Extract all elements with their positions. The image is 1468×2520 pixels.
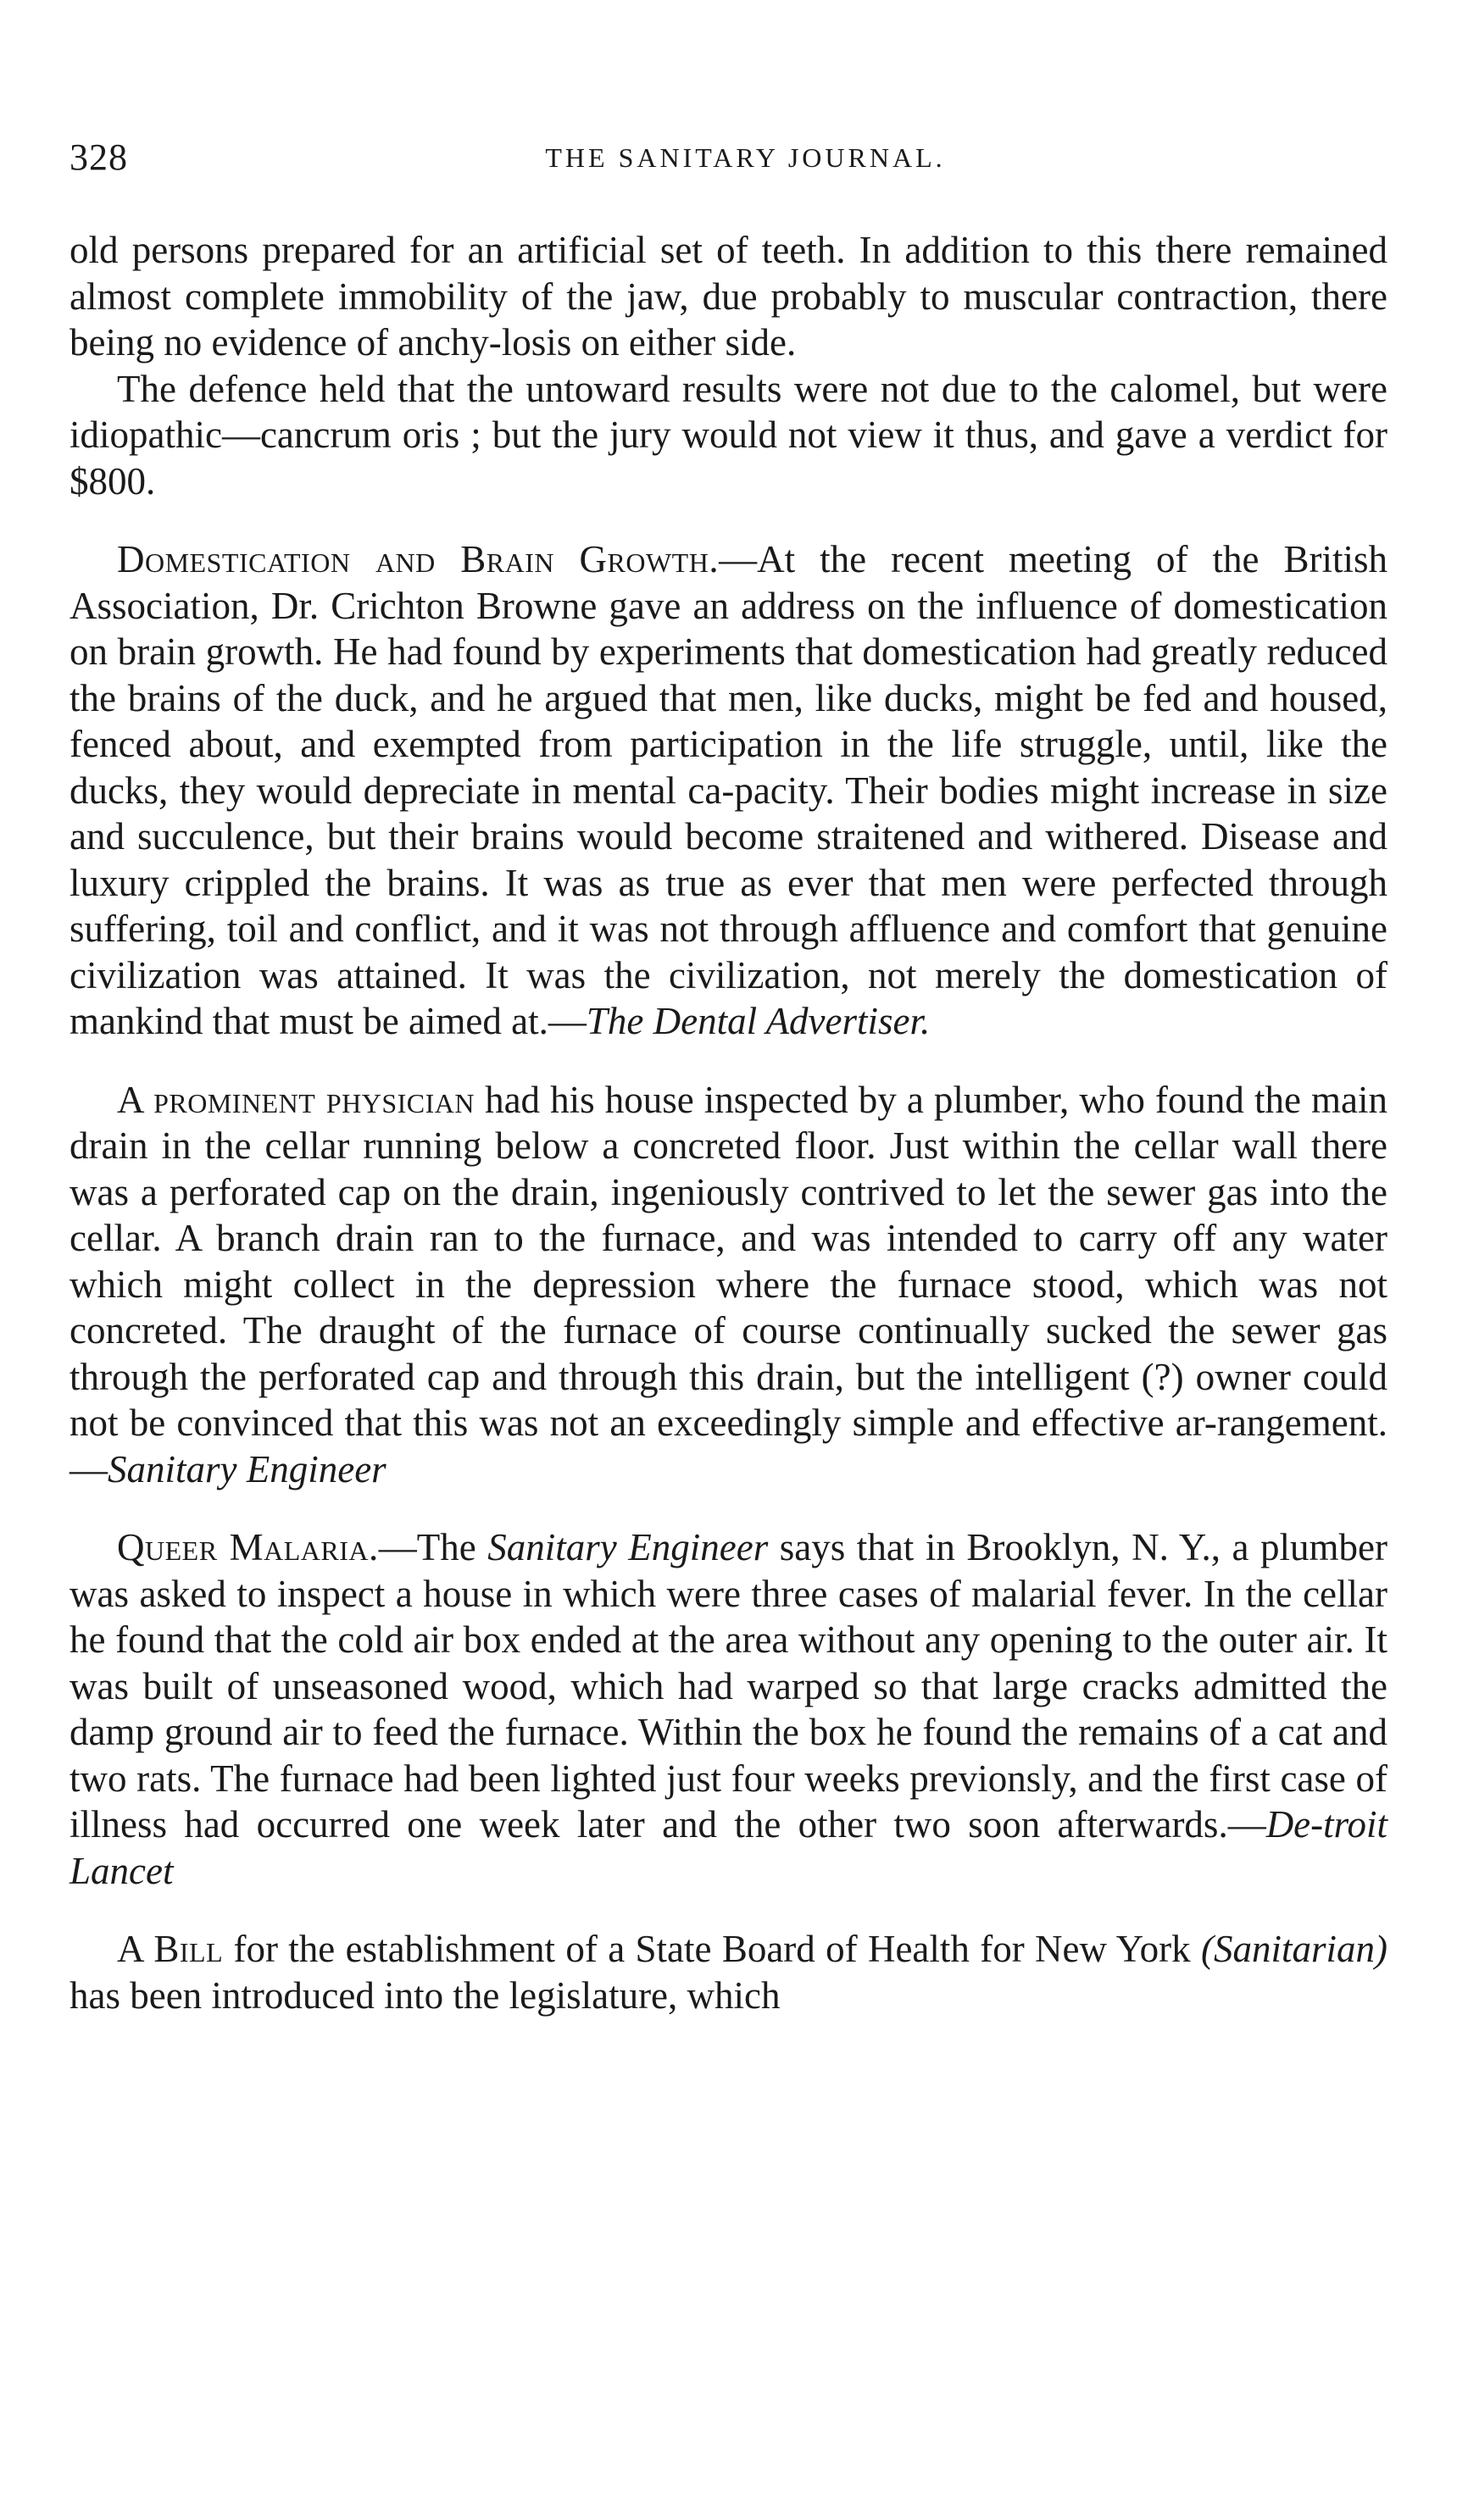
article-heading: Domestication and Brain Growth. xyxy=(117,538,720,580)
paragraph-domestication xyxy=(70,536,1387,1045)
inline-citation: Sanitary Engineer xyxy=(487,1526,769,1568)
paragraph-text: for the establishment of a State Board of Health for New York xyxy=(223,1928,1202,1970)
article-heading: A prominent physician xyxy=(117,1078,475,1121)
paragraph-defence xyxy=(70,366,1387,505)
paragraph-text: —At the recent meeting of the British Association, Dr. Crichton Browne gave an address on the influence of domestication on brain growth. He had found by experiments that domestication had greatly reduced the brains of the duck, and he argued that men, like ducks, might be fed and housed, fenced about, and exempted from participation in the life struggle, until, like the ducks, they would depreciate in mental ca-pacity. Their bodies might increase in size and succulence, but their brains would become straitened and withered. Disease and luxury crippled the brains. It was as true as ever that men were perfected through suffering, toil and conflict, and it was not through affluence and comfort that genuine civilization was attained. It was the civilization, not merely the domestication of mankind that must be aimed at.— xyxy=(70,538,1387,1042)
paragraph-state-board xyxy=(70,1926,1387,2018)
paragraph-queer-malaria xyxy=(70,1524,1387,1894)
paragraph-text: has been introduced into the legislature, which xyxy=(70,1973,781,2017)
paragraph-text: —The xyxy=(378,1526,488,1568)
page-number: 328 xyxy=(70,136,128,178)
paragraph-physician xyxy=(70,1077,1387,1493)
article-heading: Queer Malaria. xyxy=(117,1526,379,1568)
source-citation: Sanitary Engineer xyxy=(108,1447,386,1490)
source-citation: De-troit Lancet xyxy=(70,1803,1387,1892)
article-heading: A Bill xyxy=(117,1928,224,1970)
paragraph-text: old persons prepared for an artificial set of teeth. In addition to this there remained almost complete immobility of the jaw, due probably to muscular contraction, there being no evidence of anchy-losis on either side. xyxy=(70,229,1387,364)
running-head xyxy=(70,136,1387,186)
paragraph-text: The defence held that the untoward results were not due to the calomel, but were idiopathic—cancrum oris ; but the jury would not view it thus, and gave a verdict for $800. xyxy=(70,367,1387,502)
source-citation: The Dental Advertiser. xyxy=(586,1000,931,1042)
inline-citation: (Sanitarian) xyxy=(1201,1928,1388,1970)
paragraph-text: says that in Brooklyn, N. Y., a plumber was asked to inspect a house in which were three cases of malarial fever. In the cellar he found that the cold air box ended at the area without any opening to the outer air. It was built of unseasoned wood, which had warped so that large cracks admitted the damp ground air to feed the furnace. Within the box he found the remains of a cat and two rats. The furnace had been lighted just four weeks previonsly, and the first case of illness had occurred one week later and the other two soon afterwards.— xyxy=(70,1526,1387,1846)
journal-title: THE SANITARY JOURNAL. xyxy=(545,142,946,173)
paragraph-text: had his house inspected by a plumber, who found the main drain in the cellar running below a concreted floor. Just within the cellar wall there was a perforated cap on the drain, ingeniously contrived to let the sewer gas into the cellar. A branch drain ran to the furnace, and was intended to carry off any water which might collect in the depression where the furnace stood, which was not concreted. The draught of the furnace of course continually sucked the sewer gas through the perforated cap and through this drain, but the intelligent (?) owner could not be convinced that this was not an exceedingly simple and effective ar-rangement.— xyxy=(70,1078,1388,1490)
paragraph-continuation xyxy=(70,227,1387,366)
page xyxy=(70,136,1387,2018)
